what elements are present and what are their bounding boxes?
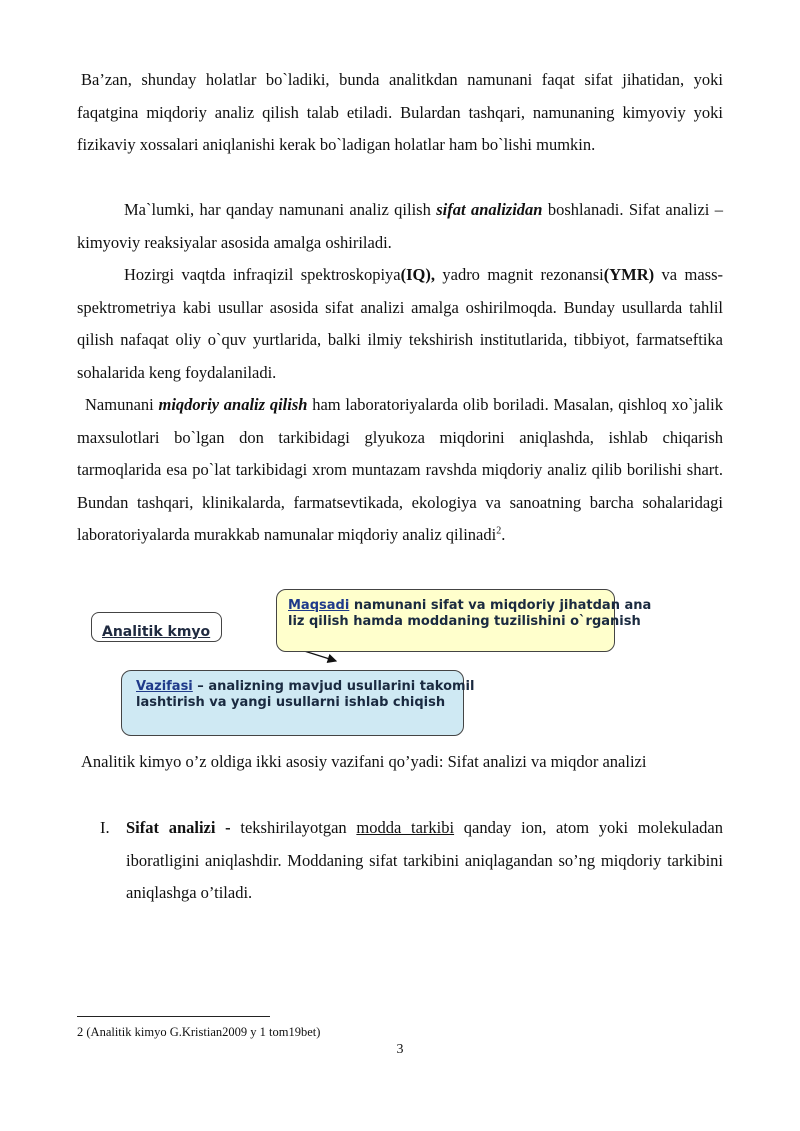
maqsadi-text-2: liz qilish hamda moddaning tuzilishini o`rganish (288, 614, 641, 629)
ymr-abbrev: (YMR) (603, 265, 655, 284)
list-dash: - (215, 818, 241, 837)
modda-tarkibi-link[interactable]: modda tarkibi (356, 818, 455, 837)
list-number: I. (100, 818, 110, 837)
paragraph-sifat-text-a: Ma`lumki, har qanday namunani analiz qilish (124, 200, 437, 219)
paragraph-miqdoriy-text-c: ham laboratoriyalarda olib boriladi. Masalan, qishloq xo`jalik maxsulotlari bo`lgan don tarkibidagi glyukoza miqdorini aniqlashda, ishlab chiqarish tarmoqlarida esa po`lat tarkibidagi xrom muntazam ravshda miqdoriy analiz qilib borilishi shart. Bundan tashqari, klinikalarda, farmatsevtikada, ekologiya va sanoatning barcha sohalaridagi laboratoriyalarda murakkab namunalar miqdoriy analiz qilinadi (77, 395, 723, 544)
maqsadi-text-1: namunani sifat va miqdoriy jihatdan ana (349, 598, 652, 613)
vazifasi-box (121, 670, 475, 736)
footnote-divider (77, 1016, 270, 1017)
maqsadi-heading: Maqsadi (288, 598, 350, 613)
list-item (100, 812, 723, 910)
footnote: 2 (Analitik kimyo G.Kristian2009 y 1 tom19bet) (77, 1025, 321, 1039)
paragraph-methods-text-a: Hozirgi vaqtda infraqizil spektroskopiya (124, 265, 401, 284)
analitik-kimyo-box (91, 612, 222, 642)
paragraph-sifat-text-c: boshlanadi. Sifat analizi – kimyoviy reaksiyalar asosida amalga oshiriladi. (77, 200, 723, 252)
paragraph-vazifa (77, 746, 723, 779)
analitik-kimyo-label: Analitik kmyo (102, 624, 211, 640)
list-text-a: tekshirilayotgan (240, 818, 357, 837)
paragraph-intro-text: Ba’zan, shunday holatlar bo`ladiki, bunda analitkdan namunani faqat sifat jihatidan, yoki faqatgina miqdoriy analiz qilish talab etiladi. Bulardan tashqari, namunaning kimyoviy yoki fizikaviy xossalari aniqlanishi kerak bo`ladigan holatlar ham bo`lishi mumkin. (77, 70, 723, 154)
list-item-text (126, 812, 723, 910)
vazifasi-heading: Vazifasi (136, 679, 193, 694)
vazifasi-line-1 (136, 679, 475, 695)
vazifasi-text-2: lashtirish va yangi usullarni ishlab chiqish (136, 695, 446, 710)
vazifasi-dash: – (192, 679, 209, 694)
vazifasi-text-1: analizning mavjud usullarini takomil (208, 679, 475, 694)
sifat-analizi-term: Sifat analizi (126, 818, 216, 837)
sifat-analizidan-emphasis: sifat analizidan (436, 200, 543, 219)
paragraph-vazifa-text: Analitik kimyo o’z oldiga ikki asosiy vazifani qo’yadi: Sifat analizi va miqdor analizi (81, 752, 647, 771)
iq-abbrev: (IQ), (400, 265, 435, 284)
maqsadi-box (276, 589, 652, 652)
list-text-b: qanday ion, atom yoki molekuladan iboratligini aniqlashdir. Moddaning sifat tarkibini aniqlagandan so’ng miqdoriy tarkibini aniqlashga o’tiladi. (126, 818, 723, 902)
paragraph-methods-text-c: yadro magnit rezonansi (434, 265, 604, 284)
maqsadi-line-1 (288, 598, 652, 614)
miqdoriy-analiz-emphasis: miqdoriy analiz qilish (158, 395, 308, 414)
paragraph-methods-text-e: va mass-spektrometriya kabi usullar asosida sifat analizi amalga oshirilmoqda. Bunday usullarda tahlil qilish nafaqat oliy o`quv yurtlarida, balki ilmiy tekshirish institutlarida, tibbiyot, farmatseftika sohalarida keng foydalaniladi. (77, 265, 723, 382)
paragraph-miqdoriy-text-a: Namunani (85, 395, 159, 414)
footnote-reference[interactable]: 2 (496, 525, 502, 537)
page-number: 3 (396, 1042, 404, 1057)
paragraph-miqdoriy-end: . (501, 525, 506, 544)
